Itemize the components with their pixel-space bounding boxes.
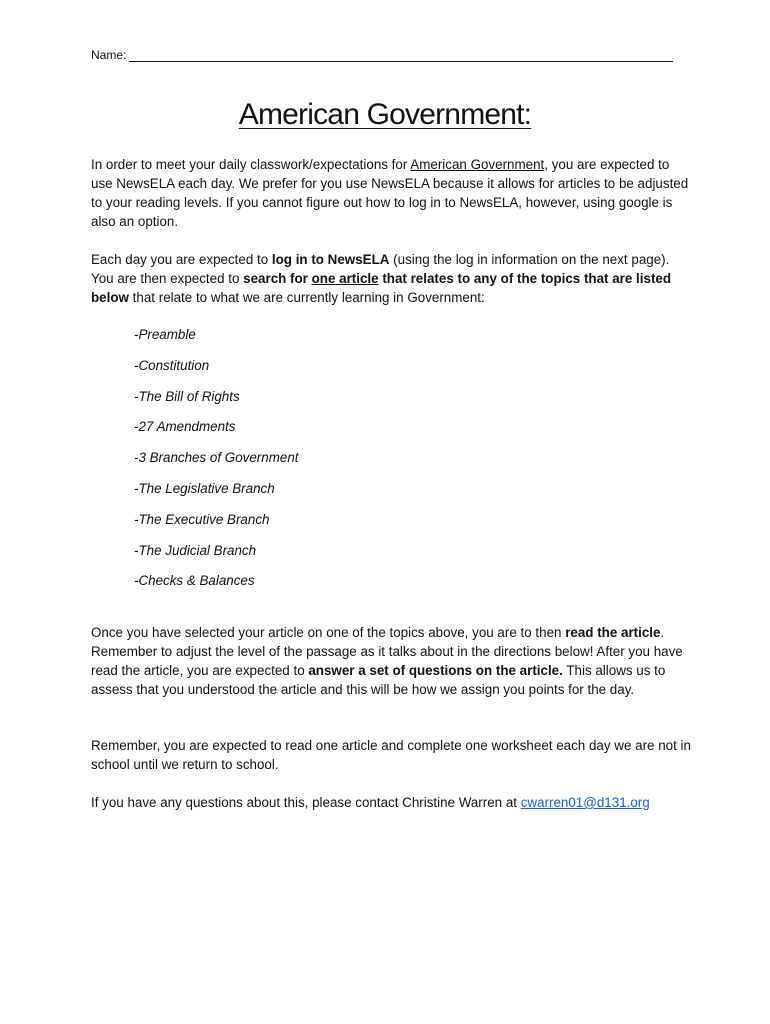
- topic-item: -3 Branches of Government: [134, 450, 299, 466]
- login-instruction: log in to NewsELA: [271, 252, 390, 267]
- name-label: Name:: [91, 48, 127, 62]
- course-name: American Government: [410, 157, 545, 172]
- search-instruction: search for: [243, 271, 312, 286]
- topic-item: -The Executive Branch: [134, 511, 270, 527]
- intro-text-2: , you are expected to use NewsELA each day. We prefer for you use NewsELA because it allows for articles to be adjusted to your reading levels. If you cannot figure out how to log in to NewsELA, however, using google is also an option.: [91, 157, 689, 229]
- instructions-text-1: Each day you are expected to: [91, 252, 272, 267]
- reading-text-1: Once you have selected your article on one of the topics above, you are to then: [91, 625, 566, 640]
- name-row: [91, 47, 673, 62]
- topic-item: -Preamble: [134, 327, 196, 342]
- topic-item: -Checks & Balances: [134, 573, 255, 589]
- instructions-text-3: that relate to what we are currently learning in Government:: [128, 290, 485, 305]
- answer-questions-emphasis: answer a set of questions on the article.: [308, 663, 563, 678]
- instructions-text-2: (using the log in information on the next page). You are then expected to: [91, 252, 670, 286]
- intro-paragraph: [91, 155, 691, 231]
- contact-text: If you have any questions about this, please contact Christine Warren at: [91, 795, 521, 810]
- reading-text-3: This allows us to assess that you understood the article and this will be how we assign you points for the day.: [91, 663, 666, 697]
- topic-item: -The Bill of Rights: [134, 388, 240, 404]
- intro-text-1: In order to meet your daily classwork/expectations for: [91, 157, 411, 172]
- reading-text-2: . Remember to adjust the level of the passage as it talks about in the directions below! After you have read the article, you are expected to: [91, 625, 683, 678]
- page-title: American Government:: [238, 98, 532, 131]
- read-article-emphasis: read the article: [565, 625, 661, 640]
- name-blank-line[interactable]: [129, 47, 673, 62]
- reading-paragraph: [91, 623, 691, 699]
- topic-list: [134, 326, 299, 603]
- instructions-paragraph: [91, 250, 691, 307]
- contact-paragraph: [91, 793, 691, 812]
- contact-email-link[interactable]: cwarren01@d131.org: [520, 795, 650, 810]
- topic-item: -The Legislative Branch: [134, 480, 275, 496]
- topics-instruction: that relates to any of the topics that are listed below: [91, 271, 672, 305]
- topic-item: -Constitution: [134, 357, 210, 373]
- topic-item: -The Judicial Branch: [134, 542, 257, 558]
- one-article-emphasis: one article: [311, 271, 379, 286]
- reminder-paragraph: Remember, you are expected to read one article and complete one worksheet each day we are not in school until we return to school.: [91, 738, 691, 772]
- topic-item: -27 Amendments: [134, 419, 236, 435]
